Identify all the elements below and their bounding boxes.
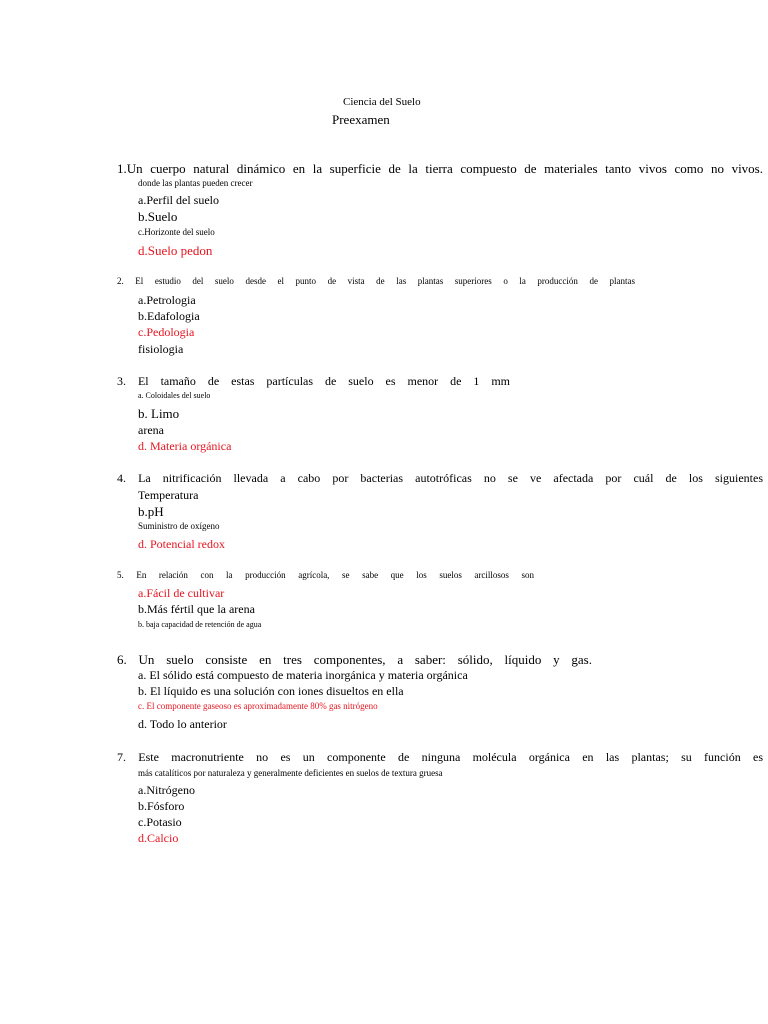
question-5-option-b: b.Más fértil que la arena (138, 602, 255, 616)
question-4-option-b: b.pH (138, 504, 164, 519)
question-4-option-a: Temperatura (138, 488, 199, 502)
question-1-option-d-answer: d.Suelo pedon (138, 243, 213, 258)
question-7-stem: 7. Este macronutriente no es un componente de ninguna molécula orgánica en las plantas; su función es (117, 750, 763, 764)
question-3-option-a: a. Coloidales del suelo (138, 391, 211, 400)
question-1-option-a: a.Perfil del suelo (138, 193, 219, 207)
question-1-option-c: c.Horizonte del suelo (138, 227, 215, 237)
question-4-option-d-answer: d. Potencial redox (138, 537, 225, 551)
question-1-option-b: b.Suelo (138, 209, 178, 224)
question-6-option-d: d. Todo lo anterior (138, 717, 227, 731)
question-3-stem: 3. El tamaño de estas partículas de suelo es menor de 1 mm (117, 374, 510, 388)
question-5-stem: 5. En relación con la producción agrícola, se sabe que los suelos arcillosos son (117, 570, 534, 580)
subject-title: Ciencia del Suelo (343, 96, 421, 108)
question-1-stem: 1.Un cuerpo natural dinámico en la superficie de la tierra compuesto de materiales tanto vivos como no vivos. (117, 161, 763, 176)
question-2-option-b: b.Edafologia (138, 309, 200, 323)
question-6-option-a: a. El sólido está compuesto de materia inorgánica y materia orgánica (138, 668, 468, 682)
question-7-option-c: c.Potasio (138, 815, 182, 829)
question-2-option-d: fisiologia (138, 342, 184, 356)
question-6-option-b: b. El líquido es una solución con iones disueltos en ella (138, 684, 404, 698)
question-1-stem-continuation: donde las plantas pueden crecer (138, 178, 253, 188)
question-2-stem: 2. El estudio del suelo desde el punto de vista de las plantas superiores o la producción de plantas (117, 276, 635, 286)
question-7-option-b: b.Fósforo (138, 799, 185, 813)
question-2-option-c-answer: c.Pedologia (138, 325, 195, 339)
question-3-option-c: arena (138, 423, 164, 437)
page-title: Preexamen (332, 112, 390, 127)
question-5-option-a-answer: a.Fácil de cultivar (138, 586, 225, 600)
question-3-option-b: b. Limo (138, 406, 180, 421)
question-7-option-d-answer: d.Calcio (138, 831, 179, 845)
question-5-option-c: b. baja capacidad de retención de agua (138, 620, 262, 629)
question-6-stem: 6. Un suelo consiste en tres componentes, a saber: sólido, líquido y gas. (117, 652, 592, 667)
question-7-stem-continuation: más catalíticos por naturaleza y generalmente deficientes en suelos de textura gruesa (138, 768, 443, 778)
question-4-option-c: Suministro de oxígeno (138, 521, 220, 531)
question-4-stem: 4. La nitrificación llevada a cabo por bacterias autotróficas no se ve afectada por cuál de los siguientes (117, 471, 763, 485)
question-2-option-a: a.Petrologia (138, 293, 196, 307)
question-3-option-d-answer: d. Materia orgánica (138, 439, 232, 453)
question-7-option-a: a.Nitrógeno (138, 783, 195, 797)
question-6-option-c-answer: c. El componente gaseoso es aproximadamente 80% gas nitrógeno (138, 701, 378, 711)
